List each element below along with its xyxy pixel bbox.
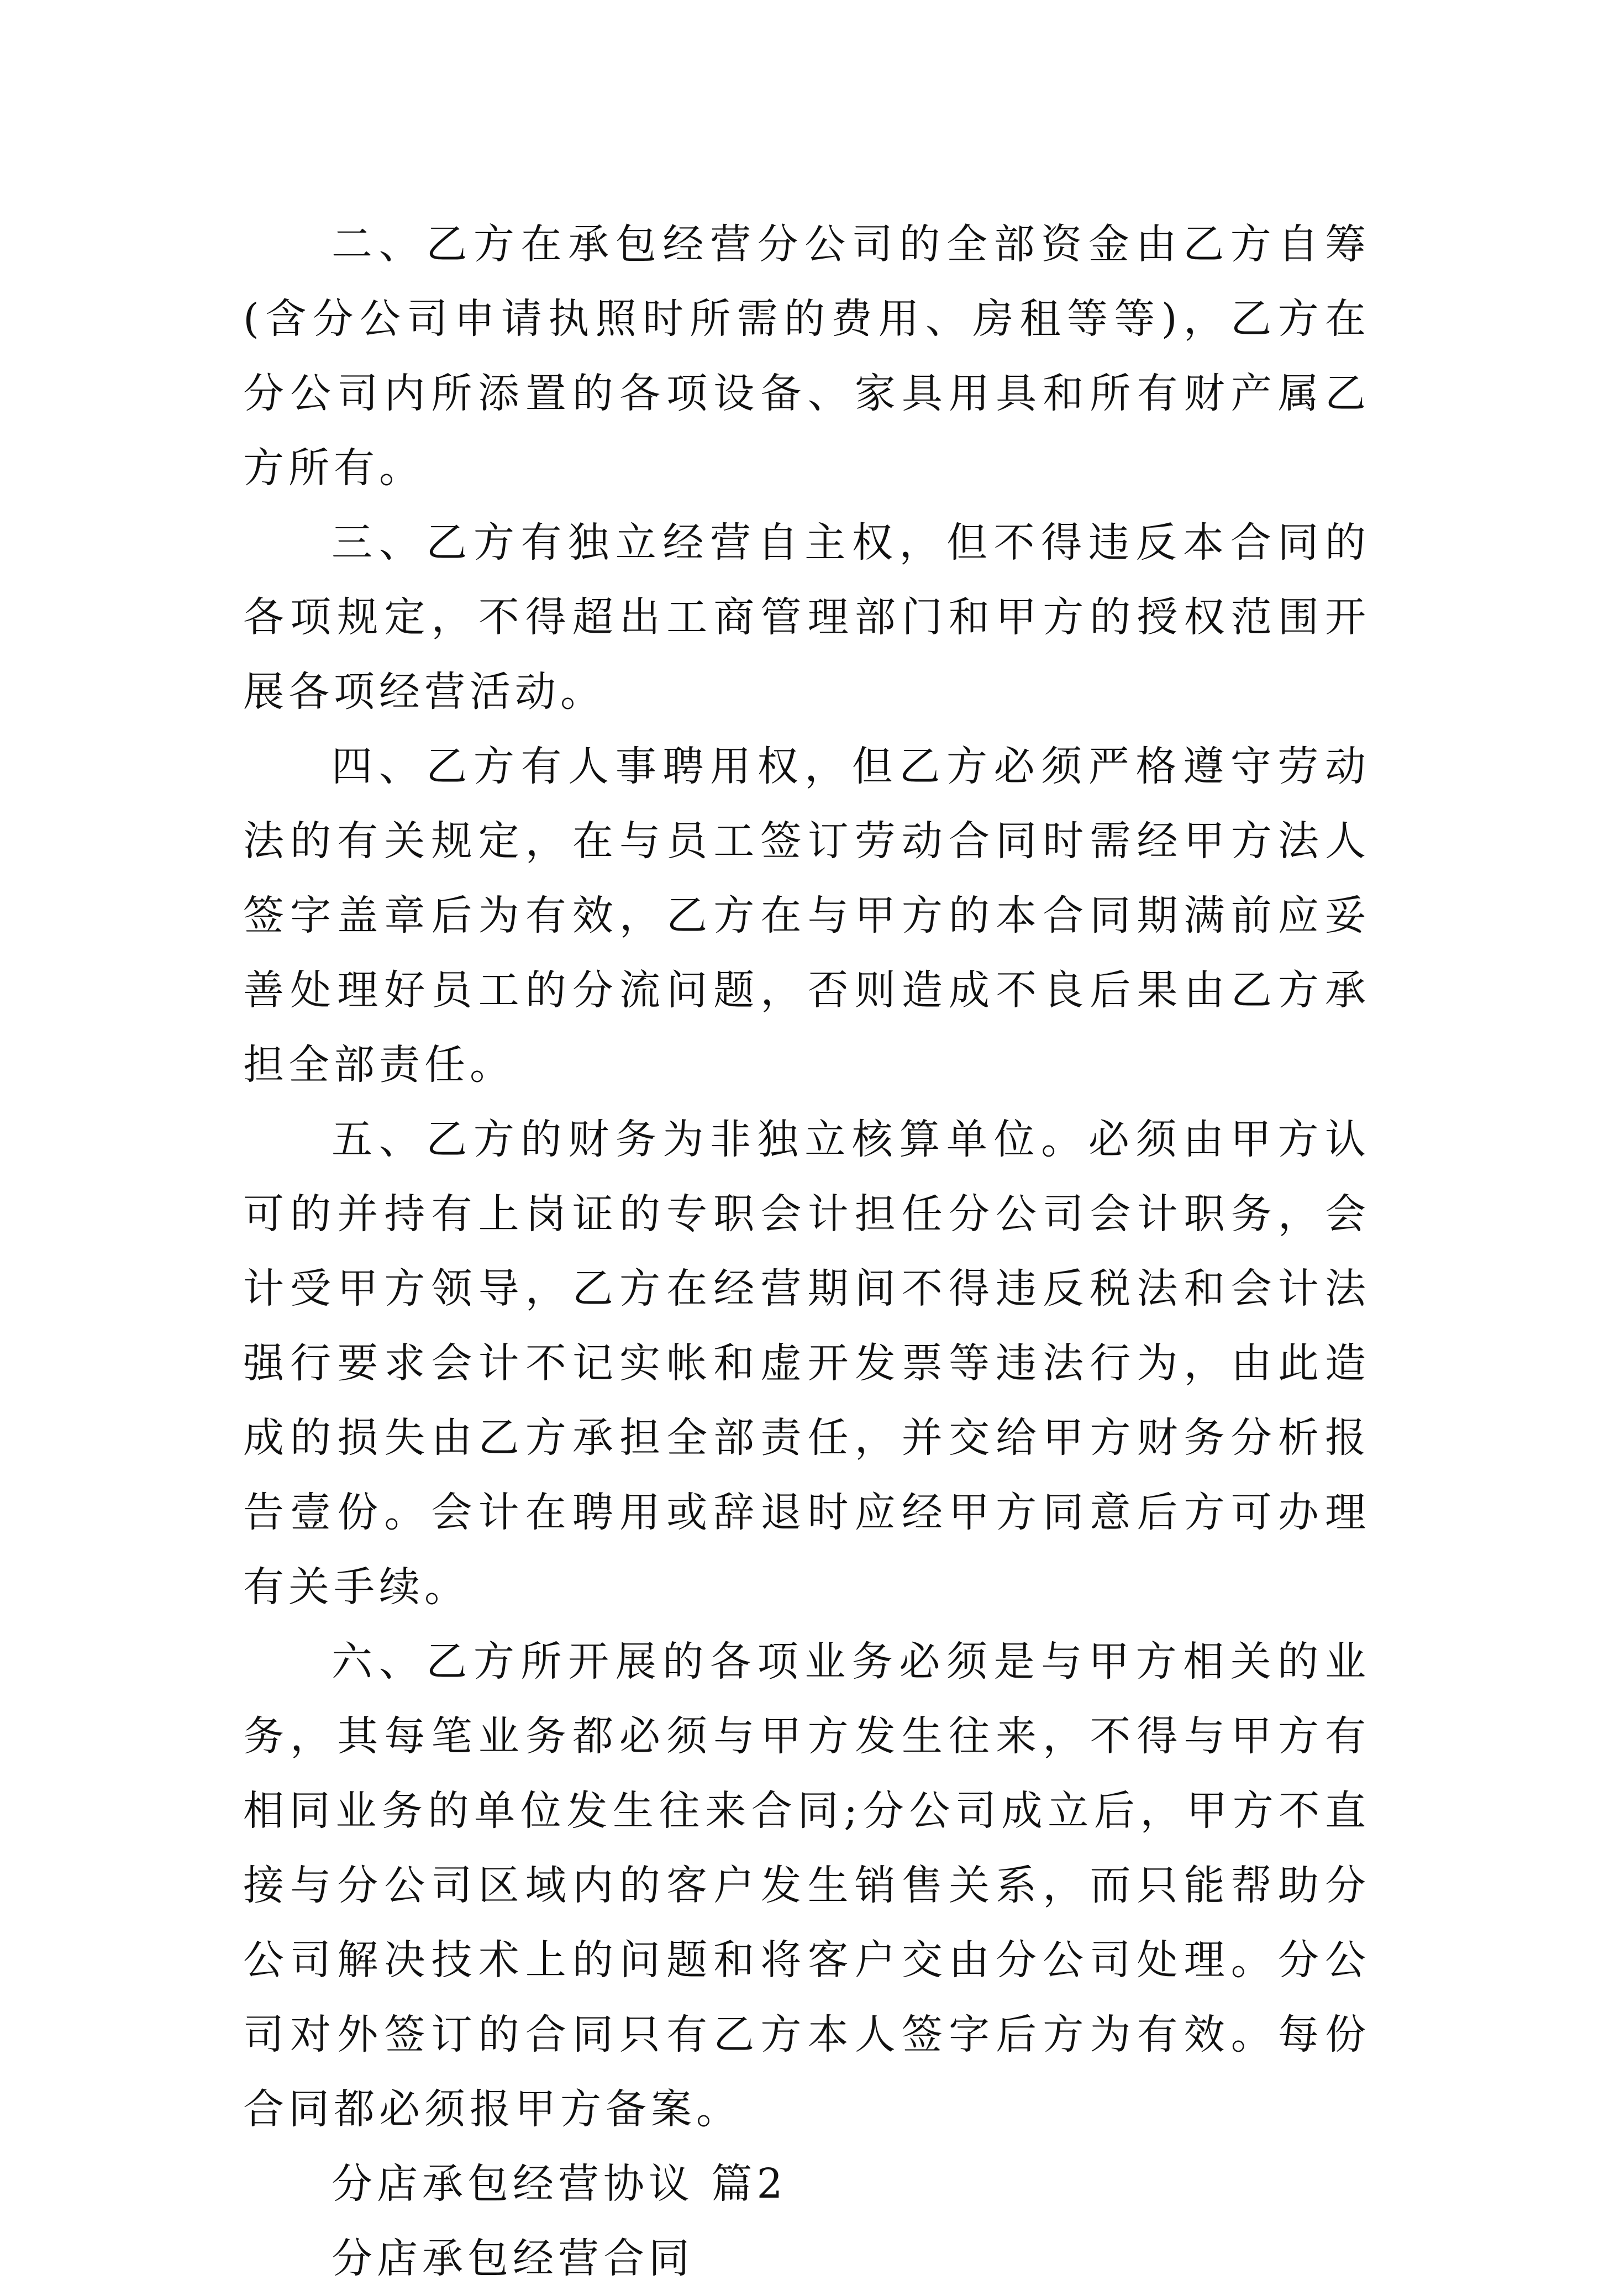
section-subheading: 分店承包经营合同 <box>332 2235 694 2282</box>
paragraph-clause-4: 四、乙方有人事聘用权，但乙方必须严格遵守劳动法的有关规定，在与员工签订劳动合同时需经甲方法人签字盖章后为有效，乙方在与甲方的本合同期满前应妥善处理好员工的分流问题，否则造成不良后果由乙方承担全部责任。 <box>243 743 1370 1089</box>
paragraph-clause-2: 二、乙方在承包经营分公司的全部资金由乙方自筹(含分公司申请执照时所需的费用、房租等等)，乙方在分公司内所添置的各项设备、家具用具和所有财产属乙方所有。 <box>243 220 1370 492</box>
paragraph-clause-3: 三、乙方有独立经营自主权，但不得违反本合同的各项规定，不得超出工商管理部门和甲方的授权范围开展各项经营活动。 <box>243 519 1370 716</box>
document-body <box>243 207 1370 2296</box>
paragraph-clause-5: 五、乙方的财务为非独立核算单位。必须由甲方认可的并持有上岗证的专职会计担任分公司会计职务，会计受甲方领导，乙方在经营期间不得违反税法和会计法强行要求会计不记实帐和虚开发票等违法行为，由此造成的损失由乙方承担全部责任，并交给甲方财务分析报告壹份。会计在聘用或辞退时应经甲方同意后方可办理有关手续。 <box>243 1116 1370 1611</box>
section-heading: 分店承包经营协议 篇2 <box>332 2160 787 2208</box>
paragraph-clause-6: 六、乙方所开展的各项业务必须是与甲方相关的业务，其每笔业务都必须与甲方发生往来，不得与甲方有相同业务的单位发生往来合同;分公司成立后，甲方不直接与分公司区域内的客户发生销售关系，而只能帮助分公司解决技术上的问题和将客户交由分公司处理。分公司对外签订的合同只有乙方本人签字后方为有效。每份合同都必须报甲方备案。 <box>243 1638 1370 2133</box>
